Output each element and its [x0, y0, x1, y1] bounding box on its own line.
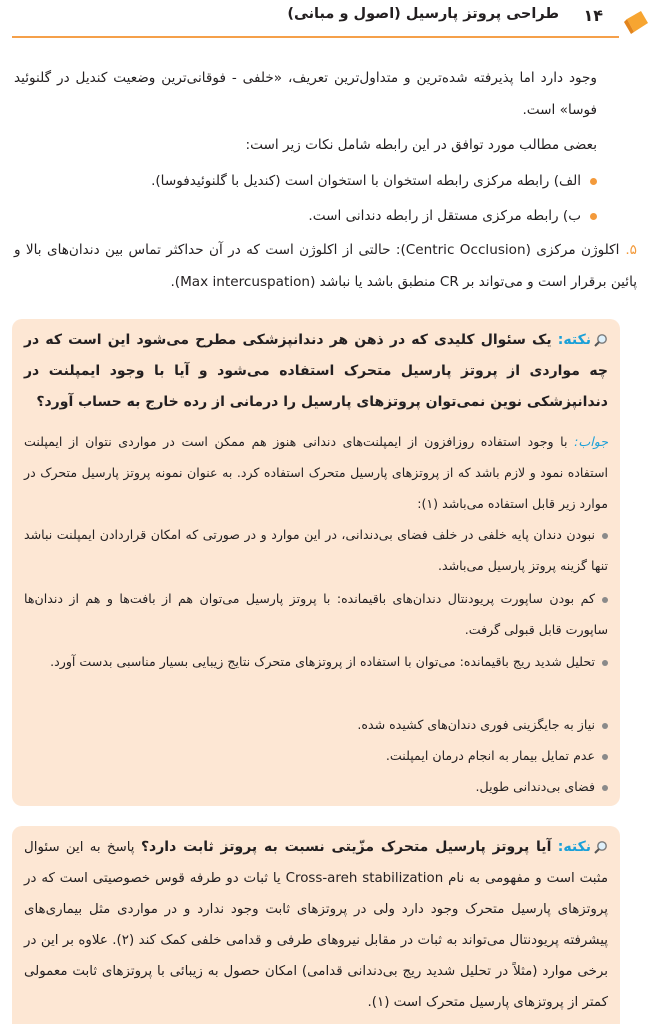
list-item [24, 519, 608, 581]
note-content [24, 832, 608, 1018]
bullet-dot-icon [602, 660, 608, 666]
list-item-text: فضای بی‌دندانی طویل. [475, 779, 595, 794]
note-box [12, 826, 620, 1024]
page-header [12, 4, 647, 34]
list-item-text: نبودن دندان پایه خلفی در خلف فضای بی‌دندانی، در این موارد و در صورتی که امکان قراردادن ایمپلنت نباشد تنها گزینه پروتز پارسیل می‌باشد. [24, 527, 608, 573]
list-item [14, 165, 597, 197]
item-number: ۵. [625, 242, 637, 258]
note-question [24, 325, 608, 418]
note-question-text: یک سئوال کلیدی که در ذهن هر دندانپزشکی مطرح می‌شود این است که در چه مواردی از پروتز پارسیل متحرک استفاده می‌شود و آیا با وجود ایمپلنت در دندانپزشکی نوین نمی‌توان پروتزهای پارسیل را درمانی از رده خارج به حساب آورد؟ [24, 332, 608, 410]
intro-paragraph: وجود دارد اما پذیرفته شده‌ترین و متداول‌ترین تعریف، «خلفی - فوقانی‌ترین وضعیت کندیل در گلنوئید فوسا» است. [14, 70, 597, 118]
list-item [24, 740, 608, 771]
answer-label: جواب: [574, 434, 608, 449]
list-item [24, 583, 608, 645]
note-label: نکته: [557, 332, 591, 348]
bullet-dot-icon [602, 754, 608, 760]
list-item-text: نیاز به جایگزینی فوری دندان‌های کشیده شده. [357, 717, 595, 732]
list-item [24, 646, 608, 677]
list-item-text: الف) رابطه مرکزی رابطه استخوان با استخوان است (کندیل با گلنوئیدفوسا). [151, 173, 581, 189]
bullet-dot-icon [590, 213, 597, 220]
magnifier-icon [594, 333, 608, 347]
bullet-dot-icon [602, 723, 608, 729]
list-item-text: عدم تمایل بیمار به انجام درمان ایمپلنت. [385, 748, 595, 763]
list-item [24, 709, 608, 740]
note-answer [24, 426, 608, 519]
orange-book-icon [623, 9, 649, 35]
note-box [12, 319, 620, 806]
note-question-text: آیا پروتز پارسیل متحرک مزّیتی نسبت به پروتز ثابت دارد؟ [140, 839, 552, 855]
list-item [24, 771, 608, 802]
running-title: طراحی پروتز پارسیل (اصول و مبانی) [287, 6, 559, 22]
list-item-text: تحلیل شدید ریج باقیمانده: می‌توان با استفاده از پروتزهای متحرک نتایج زیبایی بسیار مناسبی بدست آورد. [50, 654, 595, 669]
item-text: اکلوژن مرکزی (Centric Occlusion): حالتی از اکلوژن است که در آن حداکثر تماس بین دندان‌های بالا و پائین برقرار است و می‌تواند بر CR منطبق باشد یا نباشد (Max intercuspation). [14, 242, 637, 290]
bullet-dot-icon [602, 785, 608, 791]
answer-text: با وجود استفاده روزافزون از ایمپلنت‌های دندانی هنوز هم ممکن است در مواردی نتوان از ایمپلنت استفاده نمود و لازم باشد که از پروتزهای پارسیل متحرک استفاده کرد. به عنوان نمونه پروتز پارسیل متحرک در موارد زیر قابل استفاده می‌باشد (۱): [24, 434, 608, 511]
numbered-item [14, 234, 637, 298]
list-item-text: کم بودن ساپورت پریودنتال دندان‌های باقیمانده: با پروتز پارسیل می‌توان هم از بافت‌ها و هم از دندان‌ها ساپورت قابل قبولی گرفت. [24, 591, 608, 637]
list-item [14, 200, 597, 232]
header-rule [12, 36, 619, 38]
bullet-dot-icon [602, 533, 608, 539]
agreement-intro: بعضی مطالب مورد توافق در این رابطه شامل نکات زیر است: [245, 137, 597, 153]
note-body-text: پاسخ به این سئوال مثبت است و مفهومی به نام Cross-areh stabilization یا ثبات دو طرفه قوس خصوصیتی است که در پروتزهای پارسیل متحرک وجود دارد ولی در پروتزهای ثابت وجود ندارد و در مواردی مثل بیماری‌های پیشرفته پریودنتال می‌تواند به ثبات در مقابل نیروهای طرفی و قدامی خلفی کمک کند (۲). علاوه بر این در برخی موارد (مثلاً در تحلیل شدید ریج بی‌دندانی قدامی) امکان حصول به زیبائی با پروتزهای ثابت معمولی کمتر از پروتزهای پارسیل متحرک است (۱). [24, 840, 608, 1010]
bullet-dot-icon [602, 597, 608, 603]
bullet-dot-icon [590, 178, 597, 185]
note-label: نکته: [557, 839, 591, 855]
magnifier-icon [594, 840, 608, 854]
page-number: ۱۴ [583, 6, 603, 25]
list-item-text: ب) رابطه مرکزی مستقل از رابطه دندانی است. [308, 208, 581, 224]
